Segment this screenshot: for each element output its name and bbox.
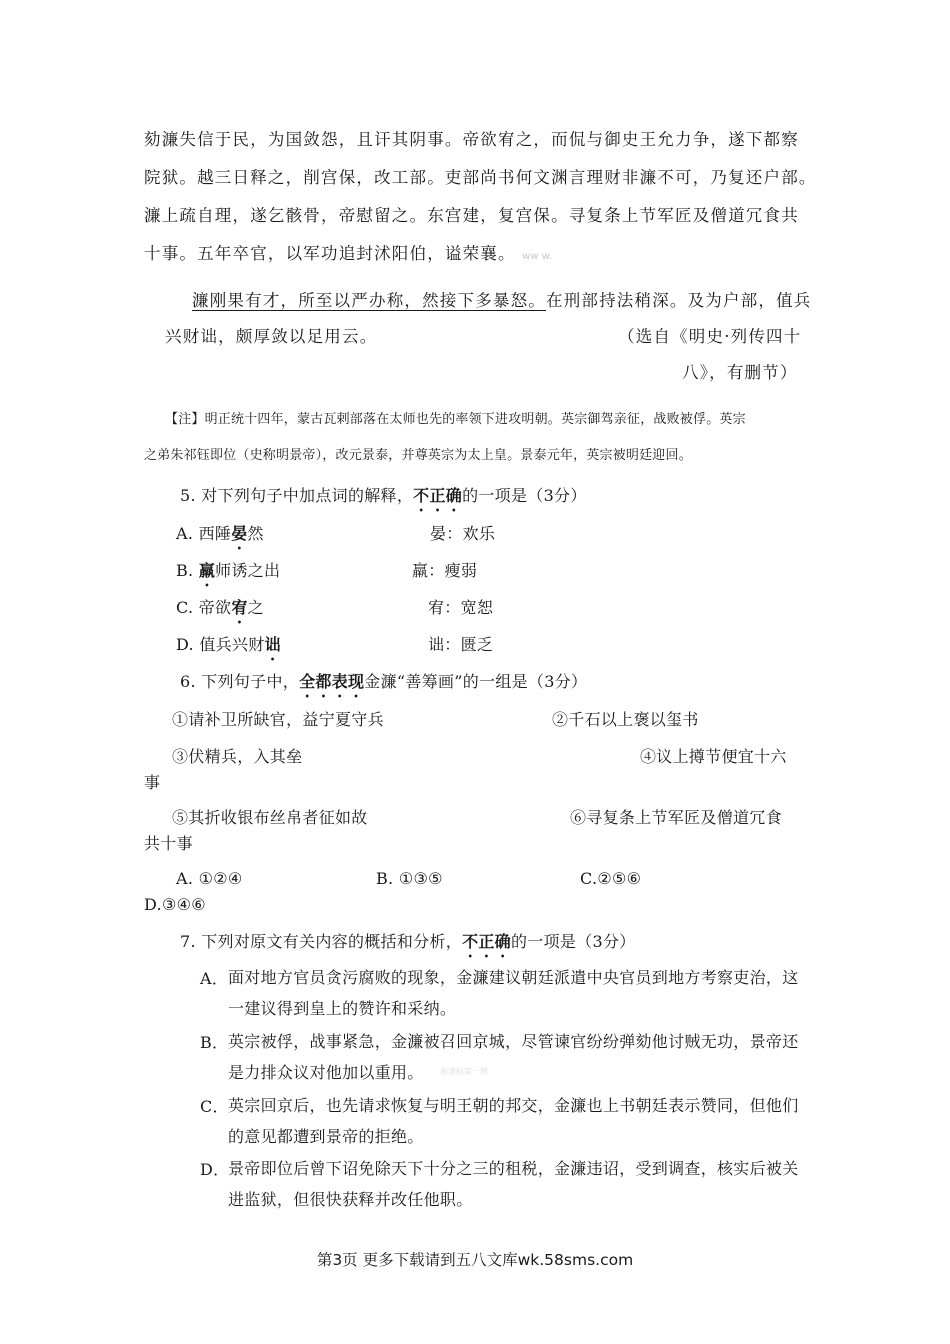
source-citation-line2: 八》，有删节） xyxy=(682,363,798,382)
passage-line-1: 劾濂失信于民，为国敛怨，且讦其阴事。帝欲宥之，而侃与御史王允力争，遂下都察 xyxy=(144,130,799,149)
q6-choice-c: C.②⑤⑥ xyxy=(580,869,642,888)
q5-b-dotted: 羸 xyxy=(198,561,216,580)
q7-option-d-text: 景帝即位后曾下诏免除天下十分之三的租税，金濂违诏，受到调查，核实后被关进监狱，但很快获释并改任他职。 xyxy=(228,1159,799,1209)
question-5-stem xyxy=(180,483,587,515)
q5-option-d-explain: 诎：匮乏 xyxy=(428,635,494,654)
q5-option-c-explain: 宥：宽恕 xyxy=(428,598,494,617)
q5-option-b-explain: 羸：瘦弱 xyxy=(412,561,478,580)
q7-stem-post: 的一项是（3分） xyxy=(510,932,636,951)
q5-d-dotted: 诎 xyxy=(264,635,281,654)
q7-stem-pre: 7. 下列对原文有关内容的概括和分析， xyxy=(180,932,463,951)
passage-line-4 xyxy=(144,240,552,264)
q5-option-c xyxy=(176,595,264,627)
q5-a-dotted: 晏 xyxy=(231,524,248,543)
passage-line-4-text: 十事。五年卒官，以军功追封沭阳伯，谥荣襄。 xyxy=(144,244,516,263)
q7-option-c-text: 英宗回京后，也先请求恢复与明王朝的邦交，金濂也上书朝廷表示赞同，但他们的意见都遭到景帝的拒绝。 xyxy=(228,1096,799,1146)
q7-option-d-label: D． xyxy=(200,1160,230,1179)
q6-choice-a: A. ①②④ xyxy=(176,869,243,888)
q7-option-a-label: A． xyxy=(200,969,229,988)
q5-emphasis: 不正确 xyxy=(413,486,463,505)
q7-emphasis: 不正确 xyxy=(462,932,511,951)
q5-d-text: D. 值兵兴财 xyxy=(176,635,265,654)
q5-b-text: B. xyxy=(176,561,199,580)
q6-item-2: ②千石以上褒以玺书 xyxy=(552,710,699,729)
page-footer: 第3页 更多下载请到五八文库wk.58sms.com xyxy=(316,1251,634,1269)
q5-stem-post: 的一项是（3分） xyxy=(462,486,587,505)
passage-line-2: 院狱。越三日释之，削宫保，改工部。吏部尚书何文渊言理财非濂不可，乃复还户部。 xyxy=(144,168,817,187)
q6-emphasis: 全都表现 xyxy=(299,672,365,691)
q6-item-6: ⑥寻复条上节军匠及僧道冗食 xyxy=(570,808,782,827)
q6-choice-d: D.③④⑥ xyxy=(144,895,206,914)
q5-a-text: A. 西陲 xyxy=(176,524,232,543)
q6-stem-post: 金濂“善筹画”的一组是（3分） xyxy=(364,672,588,691)
q6-item-4-cont: 事 xyxy=(144,773,161,792)
q5-option-d xyxy=(176,632,281,664)
q7-option-a-text: 面对地方官员贪污腐败的现象，金濂建议朝廷派遣中央官员到地方考察吏治，这一建议得到皇上的赞许和采纳。 xyxy=(228,968,799,1018)
q6-item-6-cont: 共十事 xyxy=(144,834,193,853)
question-6-stem xyxy=(180,669,587,701)
q7-option-b-text: 英宗被俘，战事紧急，金濂被召回京城，尽管谏官纷纷弹劾他讨贼无功，景帝还是力排众议对他加以重用。 xyxy=(228,1032,799,1082)
q5-stem-pre: 5. 对下列句子中加点词的解释， xyxy=(180,486,414,505)
q5-b-text2: 师诱之出 xyxy=(215,561,281,580)
q6-item-3: ③伏精兵，入其垒 xyxy=(172,747,303,766)
q7-option-c-label: C． xyxy=(200,1097,229,1116)
q6-item-1: ①请补卫所缺官，益宁夏守兵 xyxy=(172,710,384,729)
q5-c-text2: 之 xyxy=(247,598,264,617)
q5-option-a xyxy=(176,521,264,553)
passage-line-3: 濂上疏自理，遂乞骸骨，帝慰留之。东宫建，复宫保。寻复条上节军匠及僧道冗食共 xyxy=(144,206,799,225)
q5-option-a-explain: 晏：欢乐 xyxy=(430,524,496,543)
passage-para2-line2: 兴财诎，颇厚敛以足用云。 xyxy=(165,327,378,346)
q7-option-b-label: B． xyxy=(200,1033,229,1052)
q6-item-4: ④议上撙节便宜十六 xyxy=(640,747,787,766)
source-citation-line1: （选自《明史·列传四十 xyxy=(618,327,802,346)
q5-a-text2: 然 xyxy=(247,524,264,543)
q6-choice-b: B. ①③⑤ xyxy=(376,869,443,888)
question-7-stem xyxy=(180,929,636,961)
para2-rest: 在刑部持法稍深。及为户部，值兵 xyxy=(546,291,812,310)
q6-stem-pre: 6. 下列句子中， xyxy=(180,672,300,691)
q5-option-b xyxy=(176,558,280,590)
underlined-sentence: 濂刚果有才，所至以严办称，然接下多暴怒。 xyxy=(192,291,546,310)
q5-c-text: C. 帝欲 xyxy=(176,598,232,617)
note-line-1: 【注】明正统十四年，蒙古瓦剌部落在太师也先的率领下进攻明朝。英宗御驾亲征，战败被俘。英宗 xyxy=(165,412,746,427)
note-line-2: 之弟朱祁钰即位（史称明景帝），改元景泰，并尊英宗为太上皇。景泰元年，英宗被明廷迎回。 xyxy=(144,448,692,463)
passage-para2-line1 xyxy=(192,287,812,311)
q6-item-5: ⑤其折收银布丝帛者征如故 xyxy=(172,808,368,827)
q7-watermark: 新课标第一网 xyxy=(440,1067,488,1076)
watermark: ww w. xyxy=(522,251,553,262)
q5-c-dotted: 宥 xyxy=(231,598,248,617)
